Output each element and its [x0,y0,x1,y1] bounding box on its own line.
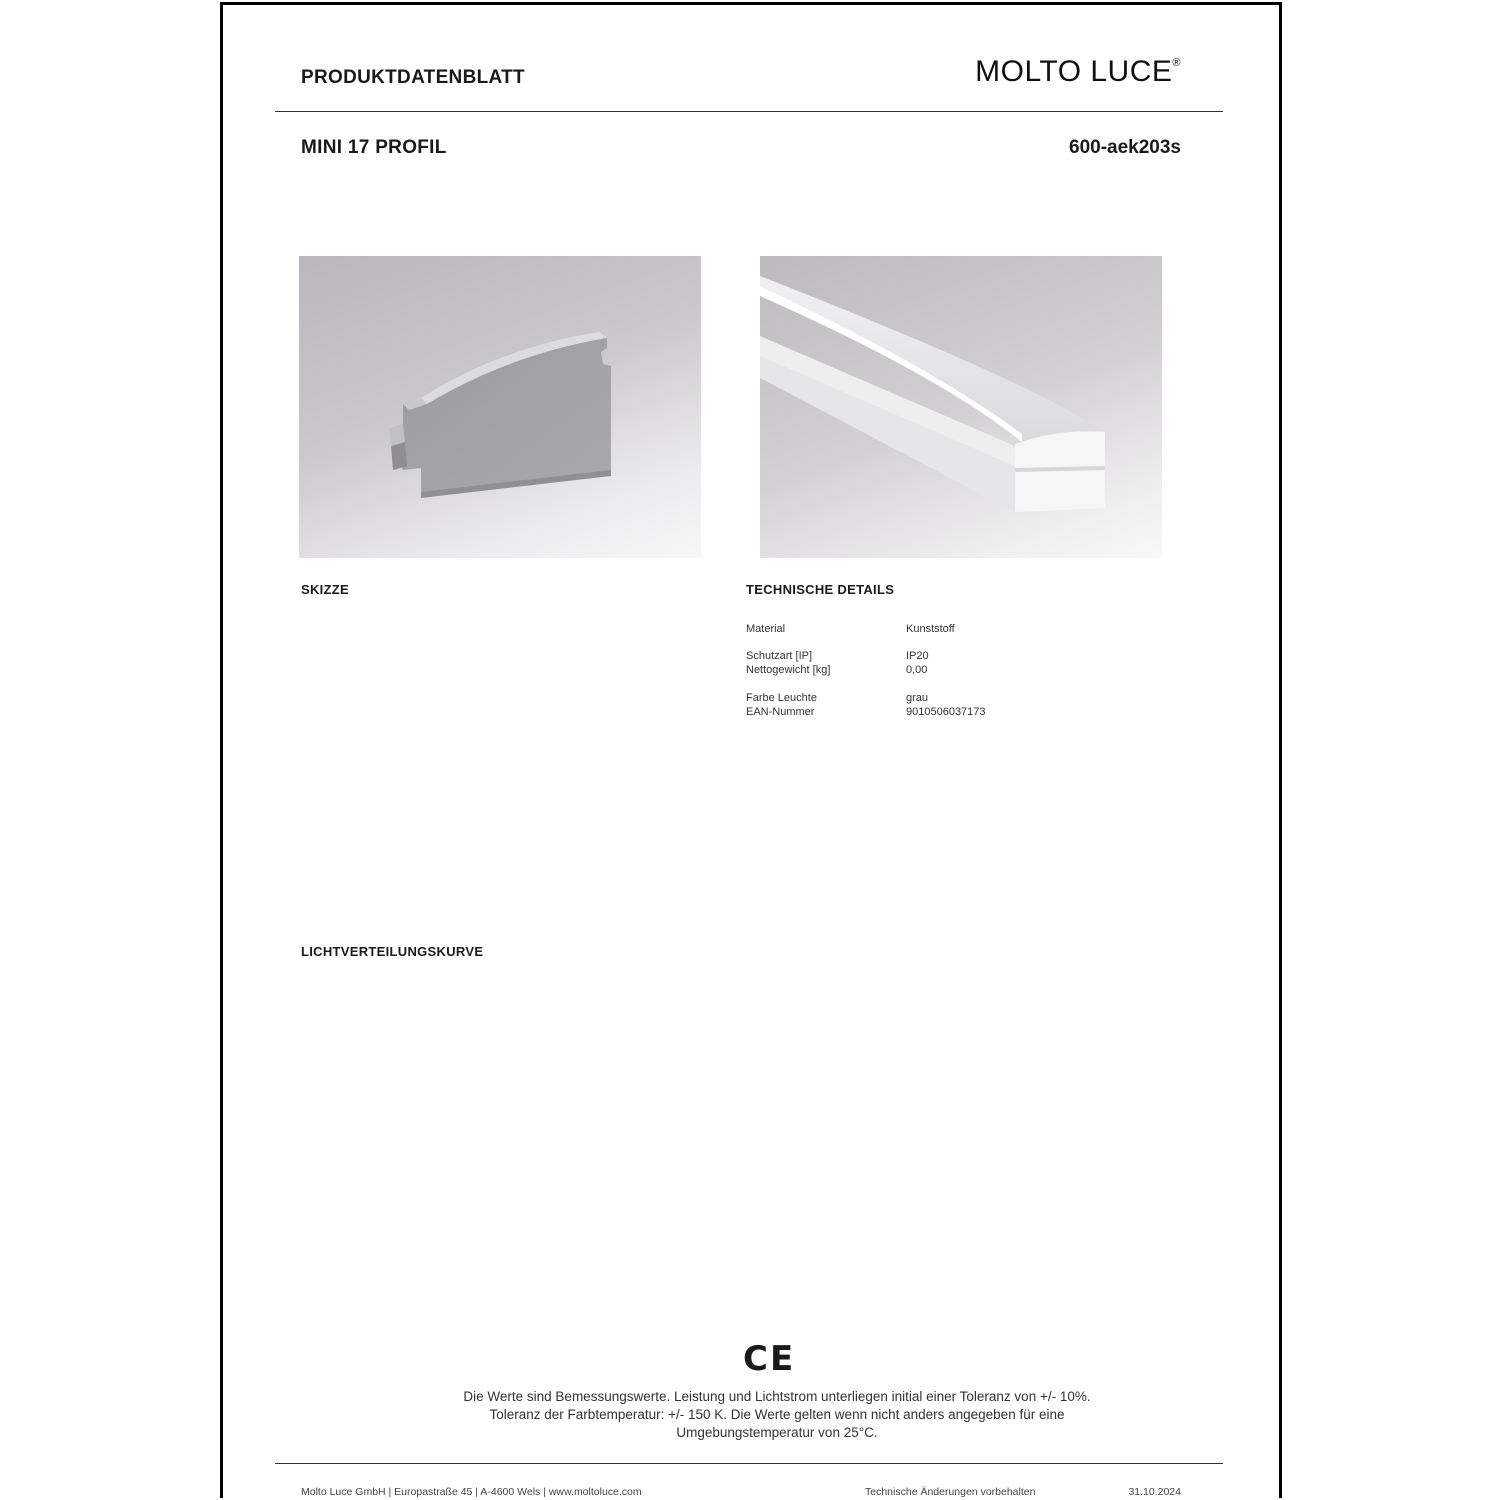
ce-mark-icon: CE [743,1339,796,1379]
end-cap-photo [299,256,701,558]
datasheet-page [220,2,1282,1498]
footer-divider [275,1463,1223,1464]
spec-label: Schutzart [IP] [746,650,813,662]
spec-value: IP20 [906,650,929,662]
footer-notice: Technische Änderungen vorbehalten [865,1486,1036,1498]
spec-label: Nettogewicht [kg] [746,664,831,676]
article-number: 600-aek203s [1069,137,1181,158]
product-name: MINI 17 PROFIL [301,137,447,158]
tolerance-disclaimer [353,1388,1201,1442]
footer-company-info: Molto Luce GmbH | Europastraße 45 | A-4600 Wels | www.moltoluce.com [301,1486,642,1498]
registered-mark: ® [1172,57,1181,69]
brand-logo [975,55,1181,89]
profile-photo [760,256,1162,558]
document-title: PRODUKTDATENBLATT [301,67,525,88]
spec-value: Kunststoff [906,623,955,635]
spec-value: 0,00 [906,664,928,676]
spec-value: grau [906,692,929,704]
spec-label: Material [746,623,786,635]
footer-date: 31.10.2024 [1128,1486,1181,1498]
disclaimer-line: Umgebungstemperatur von 25°C. [676,1425,878,1440]
profile-photo-icon [760,256,1162,558]
disclaimer-line: Die Werte sind Bemessungswerte. Leistung und Lichtstrom unterliegen initial einer Toleranz von +/- 10%. [463,1389,1091,1404]
spec-label: EAN-Nummer [746,706,815,718]
disclaimer-line: Toleranz der Farbtemperatur: +/- 150 K. Die Werte gelten wenn nicht anders angegeben für eine [489,1407,1065,1422]
section-heading-sketch: SKIZZE [301,582,350,597]
header-divider [275,111,1223,112]
section-heading-technical-details: TECHNISCHE DETAILS [746,582,895,597]
brand-name: MOLTO LUCE [975,55,1173,88]
spec-label: Farbe Leuchte [746,692,817,704]
spec-value: 9010506037173 [906,706,986,718]
end-cap-photo-icon [299,256,701,558]
section-heading-light-distribution: LICHTVERTEILUNGSKURVE [301,944,484,959]
